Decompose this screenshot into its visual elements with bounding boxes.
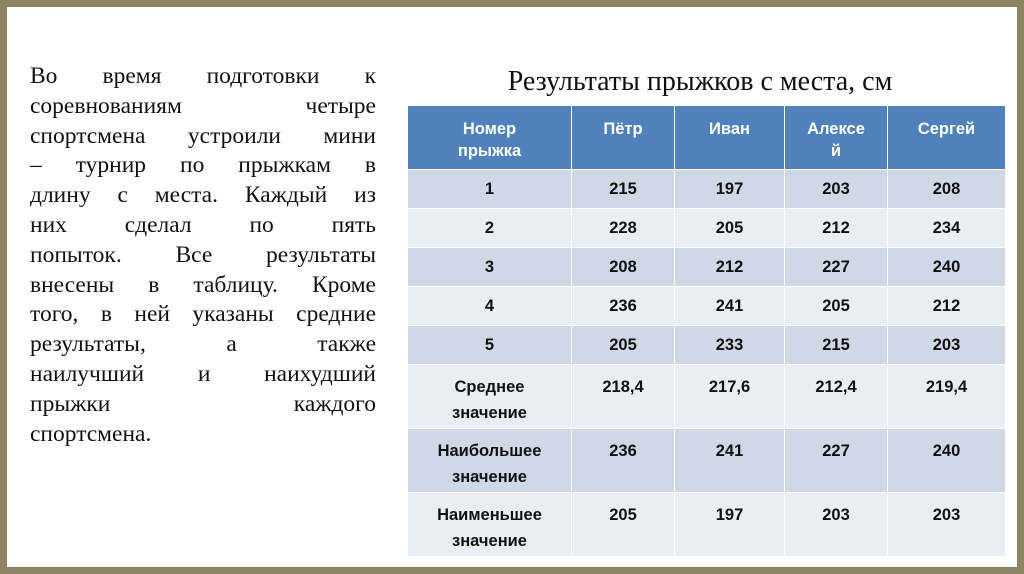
table-cell: 215 bbox=[785, 326, 888, 365]
table-cell: 208 bbox=[888, 170, 1006, 209]
intro-line: попыток. Все результаты bbox=[30, 241, 376, 268]
table-header-row bbox=[408, 106, 1006, 170]
summary-value-cell: 218,4 bbox=[572, 365, 675, 429]
summary-value-cell: 197 bbox=[675, 493, 785, 557]
summary-value-cell: 203 bbox=[888, 493, 1006, 557]
table-cell: 4 bbox=[408, 287, 572, 326]
table-cell: 227 bbox=[785, 248, 888, 287]
table-cell: 236 bbox=[572, 287, 675, 326]
table-cell: 212 bbox=[785, 209, 888, 248]
table-cell: 240 bbox=[888, 248, 1006, 287]
summary-value-cell: 241 bbox=[675, 429, 785, 493]
intro-line: спортсмена устроили мини bbox=[30, 122, 376, 149]
table-cell: 197 bbox=[675, 170, 785, 209]
header-cell-aleksey: Алексе й bbox=[785, 106, 888, 170]
table-cell: 228 bbox=[572, 209, 675, 248]
table-cell: 241 bbox=[675, 287, 785, 326]
table-cell: 203 bbox=[785, 170, 888, 209]
intro-line: прыжки каждого bbox=[30, 390, 376, 417]
intro-line: спортсмена. bbox=[30, 420, 152, 447]
intro-line: того, в ней указаны средние bbox=[30, 301, 376, 328]
intro-line: – турнир по прыжкам в bbox=[30, 152, 376, 179]
table-row bbox=[408, 287, 1006, 326]
table-cell: 212 bbox=[888, 287, 1006, 326]
summary-value-cell: 212,4 bbox=[785, 365, 888, 429]
intro-line: длину с места. Каждый из bbox=[30, 182, 376, 209]
table-row bbox=[408, 248, 1006, 287]
header-cell-sergey: Сергей bbox=[888, 106, 1006, 170]
header-cell-petr: Пётр bbox=[572, 106, 675, 170]
summary-row bbox=[408, 429, 1006, 493]
summary-row bbox=[408, 493, 1006, 557]
summary-value-cell: 205 bbox=[572, 493, 675, 557]
intro-line: соревнованиям четыре bbox=[30, 92, 376, 119]
summary-value-cell: 203 bbox=[785, 493, 888, 557]
table-cell: 233 bbox=[675, 326, 785, 365]
intro-line: наилучший и наихудший bbox=[30, 360, 376, 387]
intro-line: них сделал по пять bbox=[30, 211, 376, 238]
table-cell: 215 bbox=[572, 170, 675, 209]
summary-row bbox=[408, 365, 1006, 429]
results-table bbox=[407, 105, 1006, 557]
table-cell: 2 bbox=[408, 209, 572, 248]
summary-value-cell: 219,4 bbox=[888, 365, 1006, 429]
table-cell: 3 bbox=[408, 248, 572, 287]
summary-value-cell: 227 bbox=[785, 429, 888, 493]
table-row bbox=[408, 170, 1006, 209]
intro-line: Во время подготовки к bbox=[30, 63, 376, 89]
table-cell: 212 bbox=[675, 248, 785, 287]
summary-label-cell: Наименьшее значение bbox=[408, 493, 572, 557]
table-cell: 1 bbox=[408, 170, 572, 209]
table-cell: 234 bbox=[888, 209, 1006, 248]
table-title: Результаты прыжков с места, см bbox=[507, 66, 893, 97]
summary-label-cell: Среднее значение bbox=[408, 365, 572, 429]
table-body bbox=[408, 170, 1006, 557]
summary-value-cell: 236 bbox=[572, 429, 675, 493]
intro-line: результаты, а также bbox=[30, 331, 376, 358]
summary-label-cell: Наибольшее значение bbox=[408, 429, 572, 493]
table-row bbox=[408, 326, 1006, 365]
header-cell-jump-number: Номер прыжка bbox=[408, 106, 572, 170]
intro-line: внесены в таблицу. Кроме bbox=[30, 271, 376, 298]
summary-value-cell: 240 bbox=[888, 429, 1006, 493]
summary-value-cell: 217,6 bbox=[675, 365, 785, 429]
table-cell: 5 bbox=[408, 326, 572, 365]
table-row bbox=[408, 209, 1006, 248]
header-cell-ivan: Иван bbox=[675, 106, 785, 170]
table-cell: 203 bbox=[888, 326, 1006, 365]
table-cell: 205 bbox=[675, 209, 785, 248]
table-cell: 205 bbox=[785, 287, 888, 326]
table-cell: 208 bbox=[572, 248, 675, 287]
table-cell: 205 bbox=[572, 326, 675, 365]
intro-paragraph bbox=[30, 62, 376, 449]
